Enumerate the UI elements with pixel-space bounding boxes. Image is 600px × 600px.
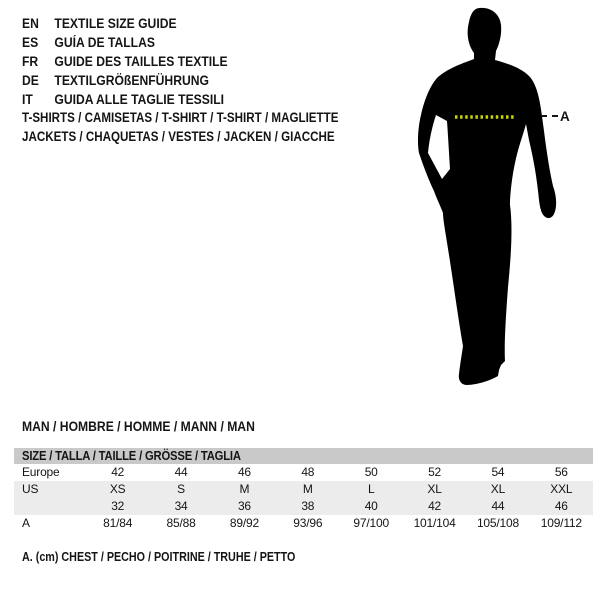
- table-cell: 85/88: [166, 516, 196, 530]
- measure-label-a: A: [560, 109, 570, 124]
- man-silhouette-figure: [412, 5, 567, 390]
- table-cell: 109/112: [540, 516, 582, 530]
- language-label: TEXTILE SIZE GUIDE: [54, 16, 177, 31]
- table-row-alt-sizes: [14, 498, 593, 515]
- language-row: [22, 33, 228, 52]
- table-cell: 32: [111, 499, 125, 513]
- man-silhouette: [418, 8, 556, 385]
- category-line-tshirts: T-SHIRTS / CAMISETAS / T-SHIRT / T-SHIRT / MAGLIETTE: [22, 110, 339, 125]
- measurement-footnote: A. (cm) CHEST / PECHO / POITRINE / TRUHE / PETTO: [22, 550, 296, 564]
- table-cell: 48: [301, 465, 315, 479]
- table-cell: 40: [364, 499, 378, 513]
- table-cell: S: [177, 482, 185, 496]
- man-heading: MAN / HOMBRE / HOMME / MANN / MAN: [22, 419, 255, 434]
- table-row-europe: [14, 464, 593, 481]
- table-cell: 89/92: [229, 516, 259, 530]
- language-label: GUÍA DE TALLAS: [54, 35, 155, 50]
- table-row-chest-a: [14, 515, 593, 532]
- table-cell: 42: [428, 499, 442, 513]
- table-cell: 44: [491, 499, 505, 513]
- size-table-header: [14, 448, 593, 464]
- table-cell: 50: [364, 465, 378, 479]
- language-list: [22, 14, 251, 109]
- table-cell: M: [239, 482, 250, 496]
- language-code: EN: [22, 16, 39, 31]
- table-cell: 52: [428, 465, 442, 479]
- language-row: [22, 14, 228, 33]
- table-cell: XS: [109, 482, 126, 496]
- table-cell: L: [367, 482, 375, 496]
- category-line-jackets: JACKETS / CHAQUETAS / VESTES / JACKEN / GIACCHE: [22, 129, 335, 144]
- table-cell: XXL: [550, 482, 573, 496]
- table-cell: 38: [301, 499, 315, 513]
- table-cell: 42: [111, 465, 125, 479]
- table-cell: 44: [174, 465, 188, 479]
- language-code: DE: [22, 73, 39, 88]
- language-code: FR: [22, 54, 39, 69]
- row-label: US: [22, 482, 39, 496]
- table-cell: 46: [237, 465, 251, 479]
- table-cell: 36: [237, 499, 251, 513]
- table-cell: M: [302, 482, 313, 496]
- language-label: TEXTILGRÖßENFÜHRUNG: [54, 73, 209, 88]
- table-row-us: [14, 481, 593, 498]
- table-cell: 93/96: [293, 516, 323, 530]
- table-cell: 56: [554, 465, 568, 479]
- language-code: IT: [22, 92, 33, 107]
- table-cell: 34: [174, 499, 188, 513]
- table-cell: XL: [490, 482, 506, 496]
- measure-callout-dashes: [541, 115, 558, 117]
- table-cell: 81/84: [103, 516, 133, 530]
- table-cell: 46: [554, 499, 568, 513]
- table-cell: 97/100: [353, 516, 389, 530]
- row-label: [14, 498, 86, 515]
- row-label: Europe: [22, 465, 60, 479]
- size-table-header-label: SIZE / TALLA / TAILLE / GRÖSSE / TAGLIA: [22, 449, 241, 463]
- table-cell: 105/108: [476, 516, 519, 530]
- table-cell: XL: [427, 482, 442, 496]
- language-label: GUIDE DES TAILLES TEXTILE: [54, 54, 228, 69]
- row-label: A: [22, 516, 30, 530]
- language-label: GUIDA ALLE TAGLIE TESSILI: [54, 92, 225, 107]
- category-list: [22, 108, 390, 146]
- language-row: [22, 90, 228, 109]
- language-code: ES: [22, 35, 39, 50]
- table-cell: 101/104: [413, 516, 456, 530]
- language-row: [22, 52, 228, 71]
- size-table: [14, 448, 593, 532]
- table-cell: 54: [491, 465, 505, 479]
- language-row: [22, 71, 228, 90]
